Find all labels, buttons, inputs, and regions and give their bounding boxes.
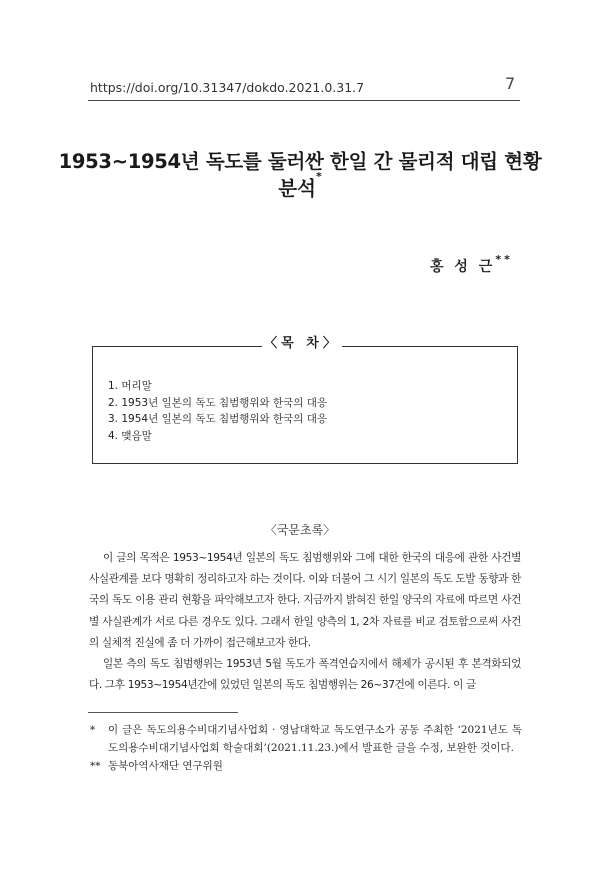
footnotes: [90, 721, 522, 775]
abstract-paragraph: 일본 측의 독도 침범행위는 1953년 5월 독도가 폭격연습지에서 해제가 공시된 후 본격화되었다. 그후 1953~1954년간에 있었던 일본의 독도 침범행위는 26~37건에 이른다. 이 글: [89, 658, 521, 692]
abstract-heading: 〈국문초록〉: [264, 523, 336, 537]
paper-title-line-1: 1953~1954년 독도를 둘러싼 한일 간 물리적 대립 현황: [58, 150, 542, 173]
paper-title-line-2: [0, 170, 600, 201]
author-footnote-mark[interactable]: **: [495, 253, 513, 266]
title-footnote-mark[interactable]: *: [315, 170, 322, 183]
toc-item[interactable]: 2. 1953년 일본의 독도 침범행위와 한국의 대응: [108, 396, 328, 409]
toc-item[interactable]: 1. 머리말: [108, 380, 152, 392]
header-doi-link[interactable]: https://doi.org/10.31347/dokdo.2021.0.31.7: [90, 80, 365, 95]
footnote-divider: [88, 712, 238, 713]
toc-heading: 〈목 차〉: [262, 332, 342, 351]
header-divider: [88, 100, 520, 101]
footnote-text: 이 글은 독도의용수비대기념사업회 · 영남대학교 독도연구소가 공동 주최한 ‘2021년도 독도의용수비대기념사업회 학술대회’(2021.11.23.)에서 발표한 글을 수정, 보완한 것이다.: [108, 724, 522, 754]
toc-item[interactable]: 4. 맺음말: [108, 429, 152, 442]
abstract-paragraph: 이 글의 목적은 1953~1954년 일본의 독도 침범행위와 그에 대한 한국의 대응에 관한 사건별 사실관계를 보다 명확히 정리하고자 하는 것이다. 이와 더불어 그 시기 일본의 독도 도발 동향과 한국의 독도 이용 관리 현황을 파악해보고자 한다. 지금까지 밝혀진 한일 양국의 자료에 따르면 사건별 사실관계가 서로 다른 경우도 있다. 그래서 한일 양측의 1, 2차 자료를 비교 검토함으로써 사건의 실체적 진실에 좀 더 가까이 접근해보고자 한다.: [89, 552, 521, 649]
author-name-text: 홍 성 근: [430, 259, 496, 275]
toc-list: [108, 378, 327, 444]
footnote-mark: **: [90, 760, 101, 772]
footnote: [90, 721, 522, 757]
toc-item[interactable]: 3. 1954년 일본의 독도 침범행위와 한국의 대응: [108, 413, 328, 425]
page-number: 7: [505, 74, 516, 93]
abstract-body: [89, 548, 521, 696]
footnote: [90, 757, 522, 775]
author-name: [430, 253, 513, 276]
footnote-text: 동북아역사재단 연구위원: [108, 760, 223, 772]
paper-title-line-2-text: 분석: [278, 177, 316, 200]
footnote-mark: *: [90, 724, 96, 736]
